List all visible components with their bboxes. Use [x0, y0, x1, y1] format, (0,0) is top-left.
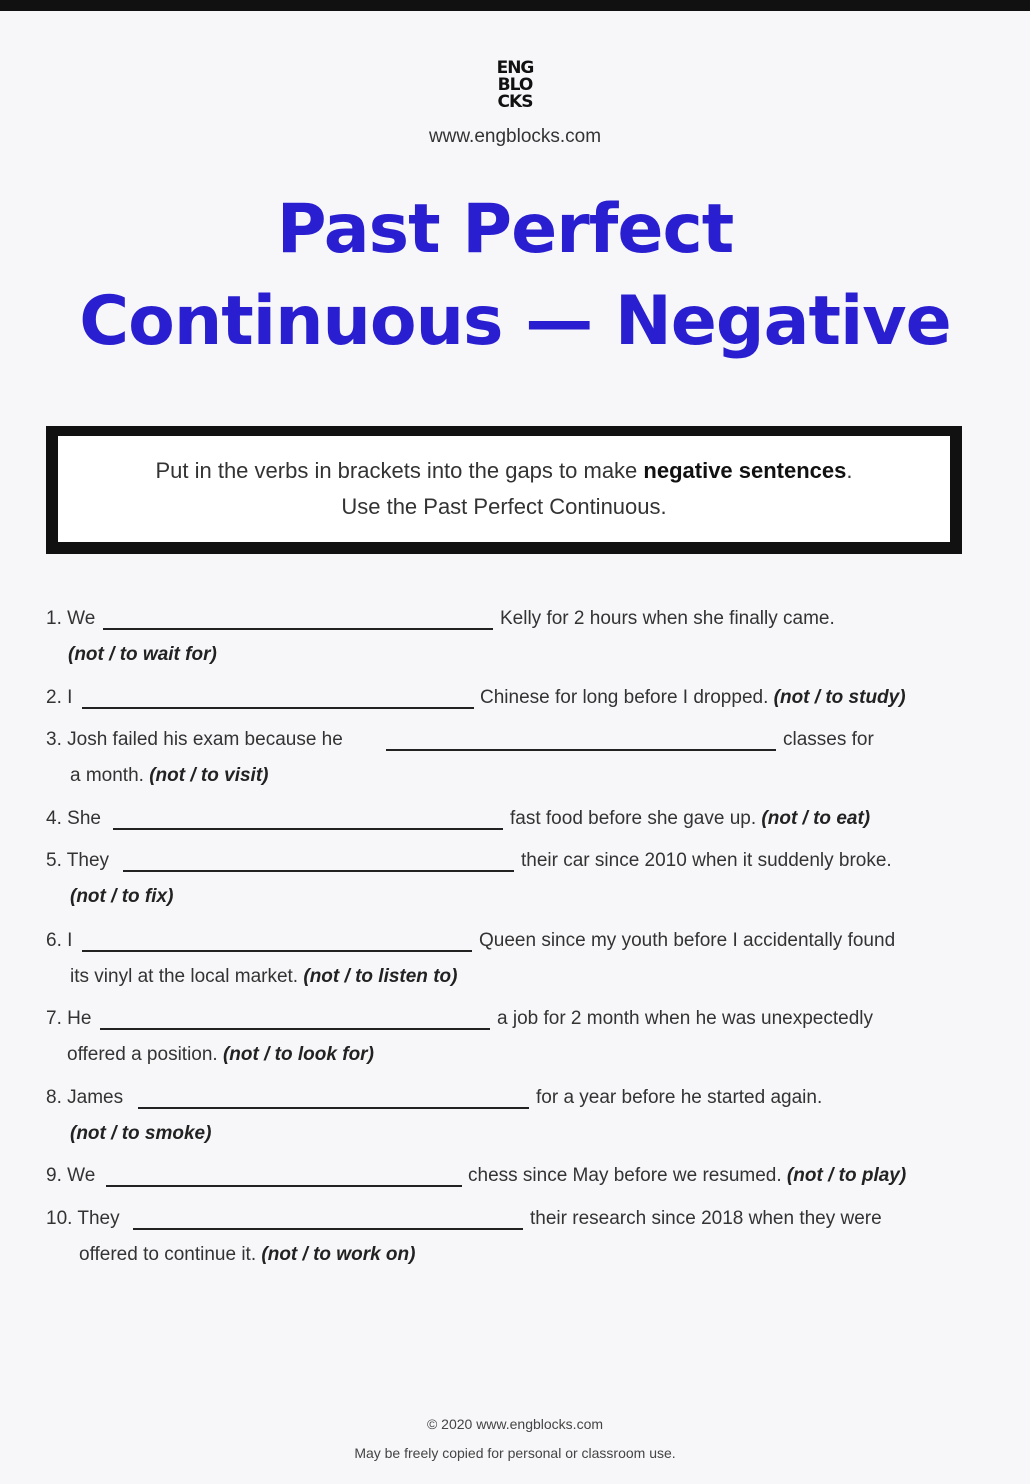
- exercise-number: 5. They: [46, 850, 110, 871]
- footer-license: May be freely copied for personal or classroom use.: [354, 1445, 676, 1461]
- exercise-continuation: a month. (not / to visit): [70, 765, 269, 786]
- answer-blank[interactable]: [386, 749, 776, 751]
- exercise-text: a job for 2 month when he was unexpectedly: [497, 1008, 874, 1029]
- verb-cue: (not / to eat): [761, 808, 871, 829]
- verb-cue: (not / to look for): [222, 1044, 374, 1065]
- answer-blank[interactable]: [106, 1185, 462, 1187]
- instructions-line1: Put in the verbs in brackets into the gaps to make negative sentences.: [155, 458, 853, 483]
- exercise-text: classes for: [783, 729, 874, 750]
- answer-blank[interactable]: [82, 707, 474, 709]
- exercise-text: their car since 2010 when it suddenly broke.: [521, 850, 892, 871]
- exercise-number: 9. We: [46, 1165, 96, 1186]
- exercise-number: 1. We: [46, 608, 96, 629]
- exercise-number: 6. I: [46, 930, 73, 951]
- exercise-text: chess since May before we resumed. (not / to play): [468, 1165, 907, 1186]
- exercise-continuation: its vinyl at the local market. (not / to listen to): [70, 966, 458, 987]
- exercise-continuation: offered to continue it. (not / to work on): [79, 1244, 416, 1265]
- verb-cue: (not / to visit): [149, 765, 269, 786]
- exercise-number: 7. He: [46, 1008, 92, 1029]
- site-url[interactable]: www.engblocks.com: [428, 126, 602, 147]
- page-title-line1: Past Perfect: [276, 190, 734, 269]
- verb-cue: (not / to listen to): [303, 966, 458, 987]
- exercise-text: their research since 2018 when they were: [530, 1208, 882, 1229]
- answer-blank[interactable]: [138, 1107, 529, 1109]
- exercise-number: 2. I: [46, 687, 73, 708]
- verb-cue: (not / to work on): [261, 1244, 416, 1265]
- answer-blank[interactable]: [123, 870, 514, 872]
- verb-cue: (not / to study): [773, 687, 906, 708]
- answer-blank[interactable]: [103, 628, 493, 630]
- instructions-line2: Use the Past Perfect Continuous.: [341, 494, 667, 519]
- footer-copyright: © 2020 www.engblocks.com: [426, 1416, 604, 1432]
- verb-cue: (not / to smoke): [70, 1123, 212, 1144]
- page-title-line2: Continuous — Negative: [79, 282, 951, 361]
- exercise-continuation: offered a position. (not / to look for): [67, 1044, 374, 1065]
- exercise-number: 10. They: [46, 1208, 120, 1229]
- exercise-number: 3. Josh failed his exam because he: [46, 729, 343, 750]
- verb-cue: (not / to play): [786, 1165, 907, 1186]
- answer-blank[interactable]: [133, 1228, 523, 1230]
- verb-cue: (not / to fix): [70, 886, 174, 907]
- answer-blank[interactable]: [82, 950, 472, 952]
- top-bar: [0, 0, 1030, 11]
- engblocks-logo: ENG BLO CKS: [496, 58, 534, 112]
- exercise-text: Chinese for long before I dropped. (not / to study): [480, 687, 906, 708]
- answer-blank[interactable]: [113, 828, 503, 830]
- exercise-number: 4. She: [46, 808, 101, 829]
- exercise-text: Kelly for 2 hours when she finally came.: [500, 608, 835, 629]
- exercise-number: 8. James: [46, 1087, 124, 1108]
- answer-blank[interactable]: [100, 1028, 490, 1030]
- instructions-box: [46, 426, 962, 554]
- exercise-text: fast food before she gave up. (not / to eat): [510, 808, 871, 829]
- verb-cue: (not / to wait for): [68, 644, 217, 665]
- exercise-text: Queen since my youth before I accidentally found: [479, 930, 896, 951]
- exercise-text: for a year before he started again.: [536, 1087, 823, 1108]
